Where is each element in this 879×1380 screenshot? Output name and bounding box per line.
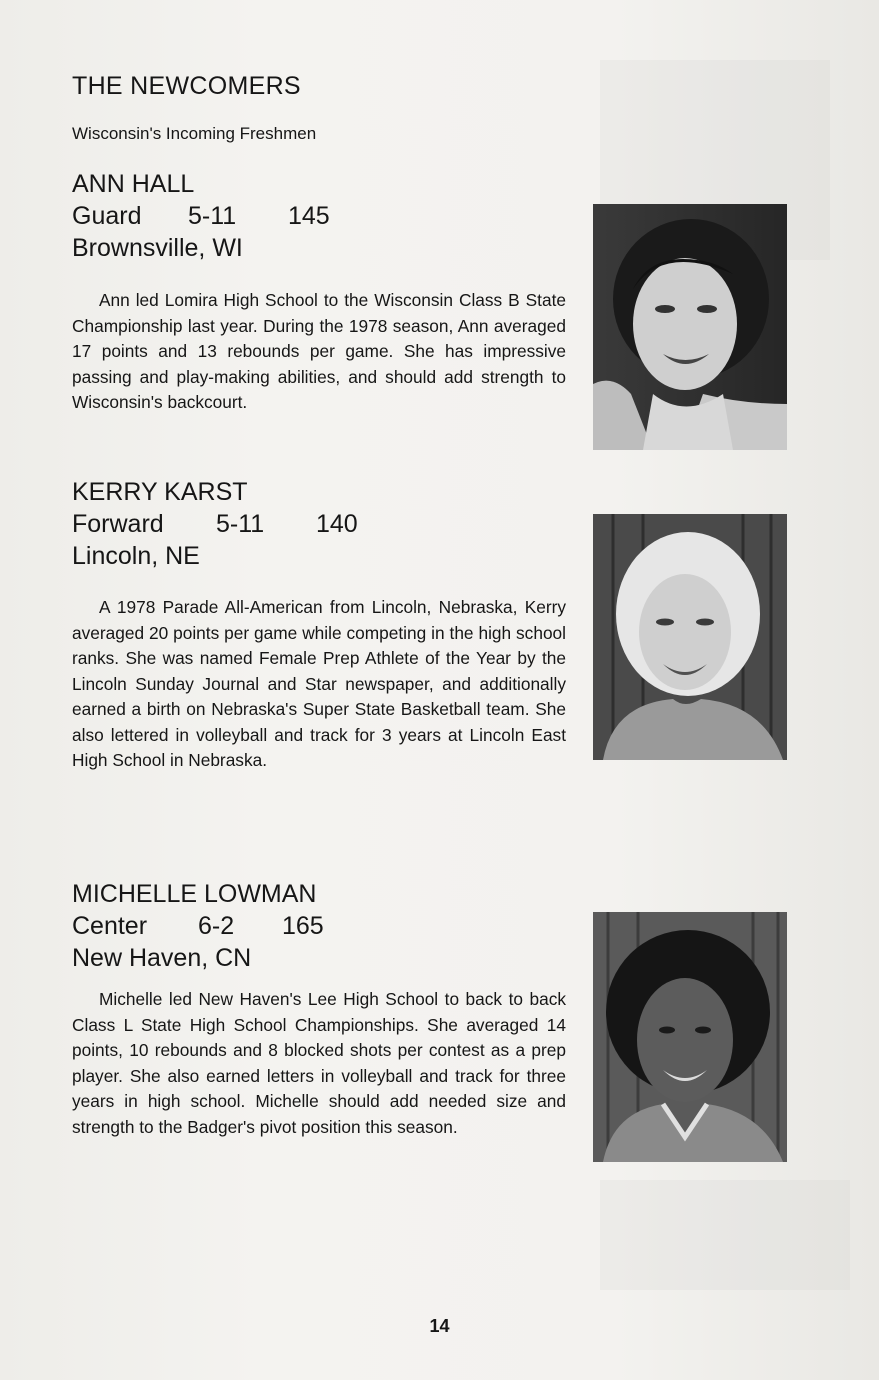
player-photo-michelle-lowman: [593, 912, 787, 1162]
page-subtitle: Wisconsin's Incoming Freshmen: [72, 124, 317, 143]
player-hometown: Brownsville, WI: [72, 234, 243, 262]
show-through-shading: [600, 1180, 850, 1290]
player-name: ANN HALL: [72, 170, 195, 198]
player-stats-line: [72, 508, 572, 540]
player-height: 5-11: [216, 510, 265, 538]
player-name: MICHELLE LOWMAN: [72, 880, 317, 908]
player-name: KERRY KARST: [72, 478, 248, 506]
player-position: Guard: [72, 202, 142, 230]
player-entry-kerry-karst: [72, 476, 572, 774]
player-stats-line: [72, 910, 572, 942]
player-bio: A 1978 Parade All-American from Lincoln, Nebraska, Kerry averaged 20 points per game while competing in the high school ranks. She was named Female Prep Athlete of the Year by the Lincoln Sunday Journal and Star newspaper, and additionally earned a birth on Nebraska's Super State Basketball team. She also lettered in volleyball and track for 3 years at Lincoln East High School in Nebraska.: [72, 597, 566, 770]
player-hometown: New Haven, CN: [72, 944, 252, 972]
page-title: THE NEWCOMERS: [72, 72, 301, 100]
player-weight: 145: [288, 202, 330, 230]
player-photo-kerry-karst: [593, 514, 787, 760]
player-height: 6-2: [198, 912, 235, 940]
player-entry-michelle-lowman: [72, 878, 572, 1140]
player-bio: Ann led Lomira High School to the Wisconsin Class B State Championship last year. During the 1978 season, Ann averaged 17 points and 13 rebounds per game. She has impressive passing and play-making abilities, and should add strength to Wisconsin's backcourt.: [72, 290, 566, 412]
player-weight: 165: [282, 912, 324, 940]
player-height: 5-11: [188, 202, 237, 230]
player-weight: 140: [316, 510, 358, 538]
player-hometown: Lincoln, NE: [72, 542, 200, 570]
player-stats-line: [72, 200, 572, 232]
page-number: 14: [429, 1316, 450, 1336]
player-bio: Michelle led New Haven's Lee High School to back to back Class L State High School Championships. She averaged 14 points, 10 rebounds and 8 blocked shots per contest as a prep player. She also earned letters in volleyball and track for three years in high school. Michelle should add needed size and strength to the Badger's pivot position this season.: [72, 989, 566, 1137]
player-entry-ann-hall: [72, 168, 572, 416]
player-position: Center: [72, 912, 148, 940]
player-position: Forward: [72, 510, 164, 538]
player-photo-ann-hall: [593, 204, 787, 450]
